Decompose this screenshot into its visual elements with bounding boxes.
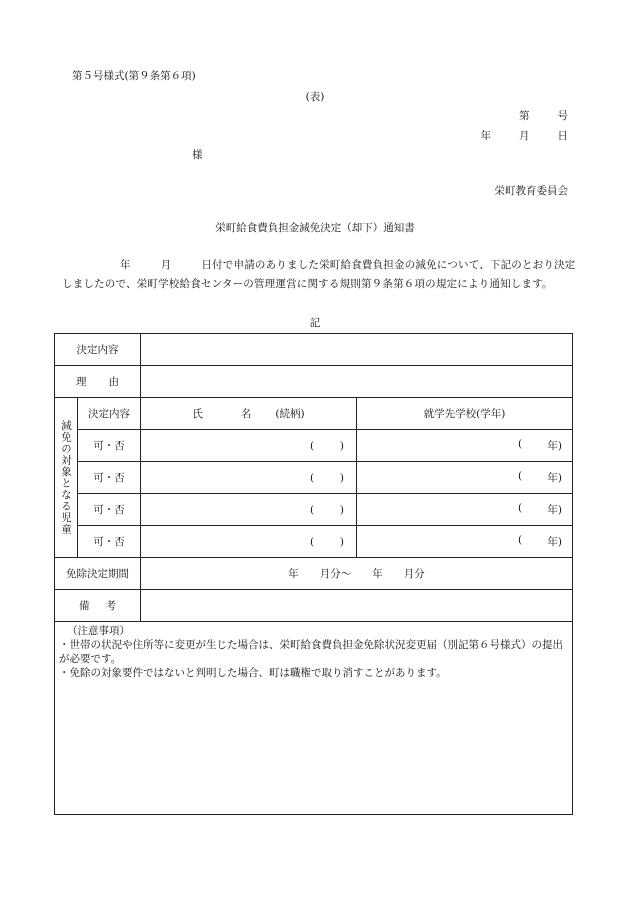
col-decision-header: 決定内容 <box>78 398 141 430</box>
doc-number-suffix: 号 <box>557 110 568 122</box>
remarks-row <box>55 590 573 622</box>
child-row <box>55 462 573 494</box>
issuer: 栄町教育委員会 <box>494 185 568 197</box>
child-school[interactable]: ( 年) <box>357 526 573 558</box>
child-row <box>55 430 573 462</box>
notes-item: ・世帯の状況や住所等に変更が生じた場合は、栄町給食費負担金免除状況変更届（別記第６号様式）の提出が必要です。 <box>59 639 563 665</box>
col-name-header: 氏 名 (続柄) <box>141 398 357 430</box>
period-value[interactable]: 年 月分～ 年 月分 <box>141 558 573 590</box>
child-decision[interactable]: 可・否 <box>78 430 141 462</box>
document-number <box>519 108 568 123</box>
child-school[interactable]: ( 年) <box>357 430 573 462</box>
ki-label: 記 <box>309 317 321 329</box>
body-text: 日付で申請のありました栄町給食費負担金の減免について、下記のとおり決定しましたので、栄町学校給食センターの管理運営に関する規則第９条第６項の規定により通知します。 <box>62 259 576 290</box>
notes-heading: （注意事項） <box>67 625 130 637</box>
doc-number-prefix: 第 <box>519 110 530 122</box>
date-year: 年 <box>480 130 491 142</box>
children-label: 減免の対象となる児童 <box>60 420 72 535</box>
side-label: (表) <box>305 91 325 103</box>
decision-row <box>55 334 573 366</box>
decision-label: 決定内容 <box>55 334 141 366</box>
child-name[interactable]: ( ) <box>141 526 357 558</box>
reason-row <box>55 366 573 398</box>
body-year: 年 <box>120 259 131 271</box>
date-day: 日 <box>557 130 568 142</box>
child-school[interactable]: ( 年) <box>357 494 573 526</box>
child-name[interactable]: ( ) <box>141 462 357 494</box>
form-number: 第５号様式(第９条第６項) <box>72 70 196 82</box>
decision-value[interactable] <box>141 334 573 366</box>
date-month: 月 <box>519 130 530 142</box>
body-paragraph <box>62 256 576 294</box>
reason-label: 理由 <box>55 366 141 398</box>
notes-item: ・免除の対象要件ではないと判明した場合、町は職権で取り消すことがあります。 <box>59 667 447 679</box>
body-month: 月 <box>160 259 172 271</box>
notes-row <box>55 622 573 815</box>
notes-cell <box>55 622 573 815</box>
child-decision[interactable]: 可・否 <box>78 494 141 526</box>
period-label: 免除決定期間 <box>55 558 141 590</box>
child-name[interactable]: ( ) <box>141 494 357 526</box>
document-title: 栄町給食費負担金減免決定（却下）通知書 <box>215 222 415 234</box>
child-school[interactable]: ( 年) <box>357 462 573 494</box>
reason-value[interactable] <box>141 366 573 398</box>
child-decision[interactable]: 可・否 <box>78 462 141 494</box>
children-header-row <box>55 398 573 430</box>
decision-table <box>54 333 573 815</box>
col-school-header: 就学先学校(学年) <box>357 398 573 430</box>
issue-date <box>481 128 569 143</box>
child-row <box>55 526 573 558</box>
remarks-value[interactable] <box>141 590 573 622</box>
remarks-label: 備考 <box>55 590 141 622</box>
period-row <box>55 558 573 590</box>
child-name[interactable]: ( ) <box>141 430 357 462</box>
children-label-cell <box>55 398 78 558</box>
child-decision[interactable]: 可・否 <box>78 526 141 558</box>
recipient-suffix: 様 <box>192 149 203 161</box>
child-row <box>55 494 573 526</box>
